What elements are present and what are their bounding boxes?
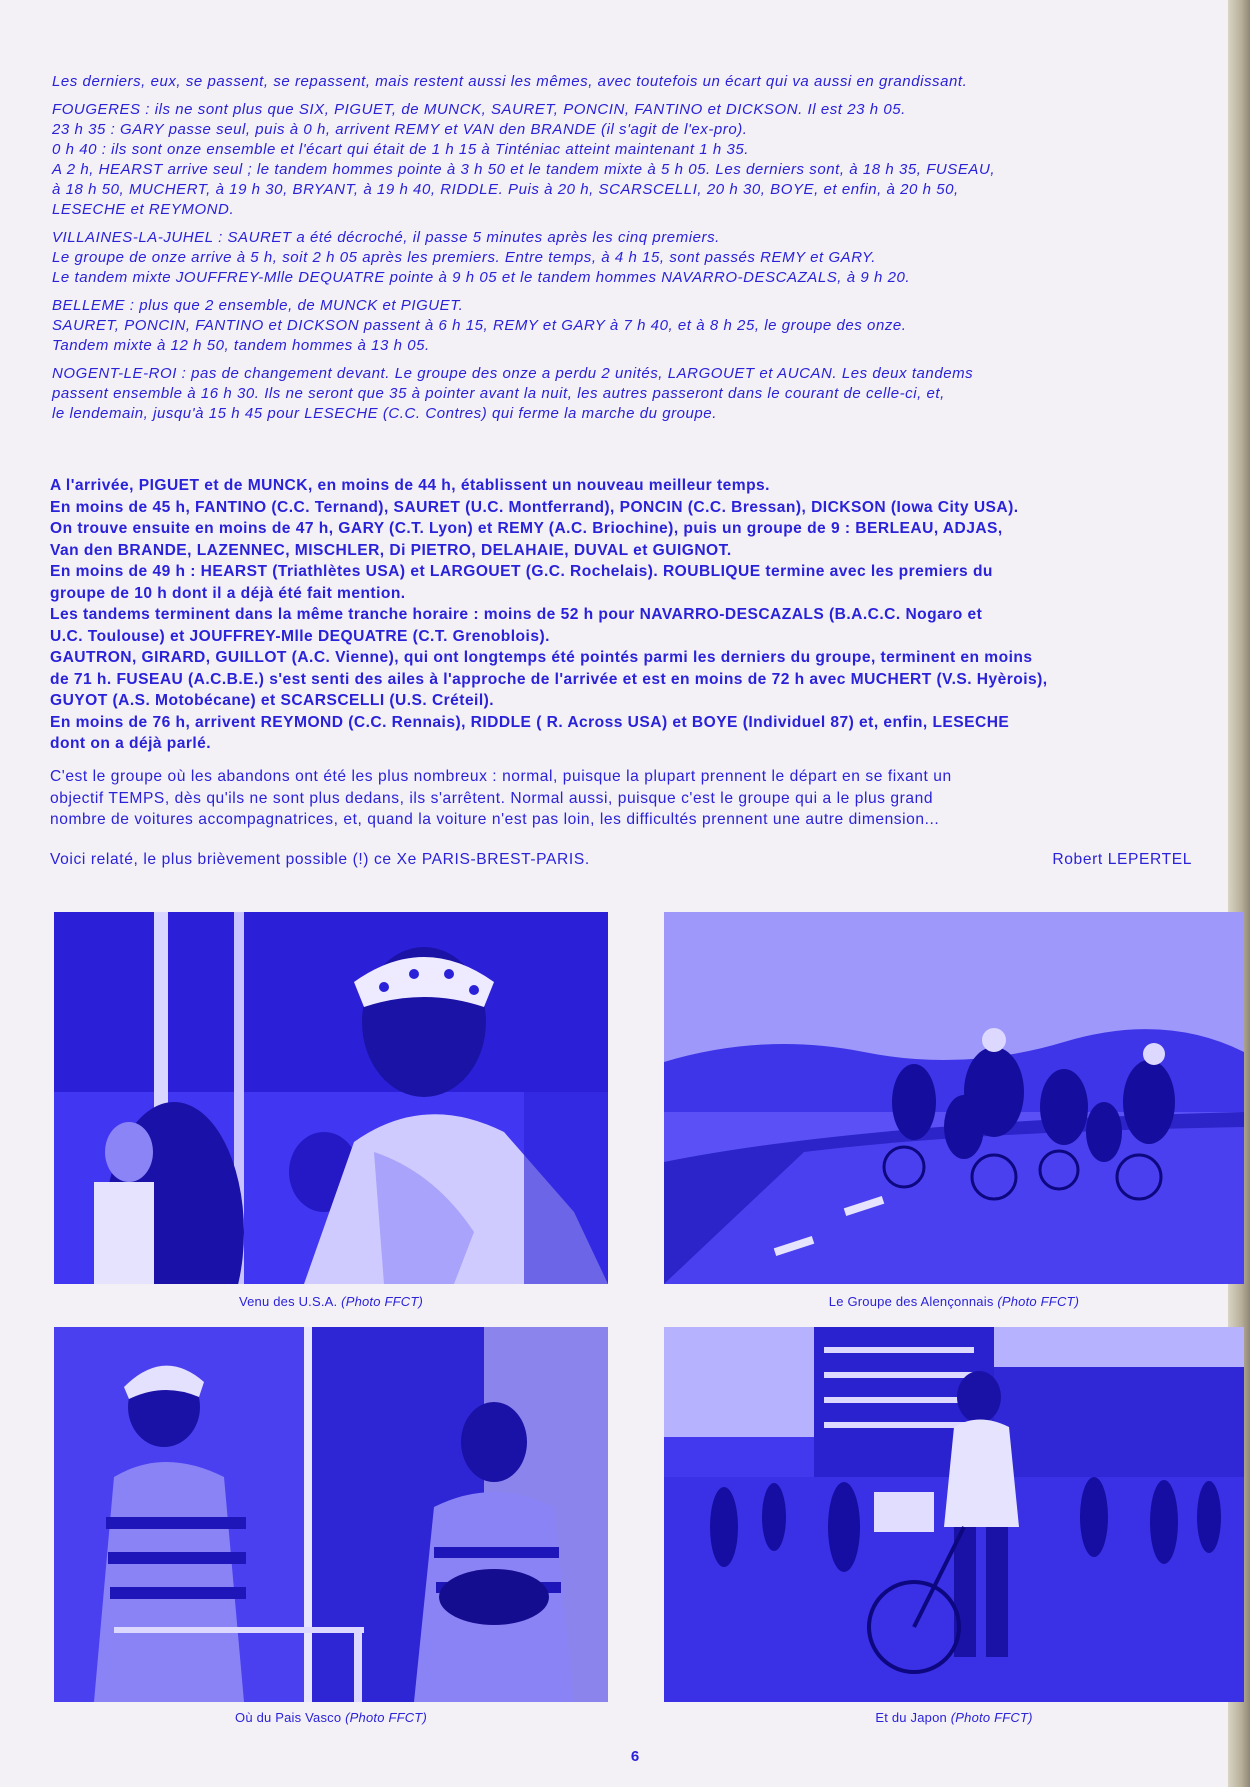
photo-credit: (Photo FFCT) (997, 1294, 1080, 1309)
caption-photo-3 (54, 1710, 608, 1725)
result-line: GAUTRON, GIRARD, GUILLOT (A.C. Vienne), qui ont longtemps été pointés parmi les derniers du groupe, terminent en moins (50, 649, 1033, 666)
result-line: En moins de 76 h, arrivent REYMOND (C.C. Rennais), RIDDLE ( R. Across USA) et BOYE (Individuel 87) et, enfin, LESECHE (50, 713, 1010, 731)
photo-groupe-alenconnais (664, 912, 1244, 1284)
photo-pais-vasco (54, 1327, 608, 1702)
text-line: 23 h 35 : GARY passe seul, puis à 0 h, arrivent REMY et VAN den BRANDE (il s'agit de l'ex-pro). (52, 121, 748, 138)
result-line: GUYOT (A.S. Motobécane) et SCARSCELLI (U.S. Créteil). (50, 692, 495, 709)
result-line: A l'arrivée, PIGUET et de MUNCK, en moins de 44 h, établissent un nouveau meilleur temps. (50, 477, 770, 494)
closing-text: Voici relaté, le plus brièvement possible (!) ce Xe PARIS-BREST-PARIS. (50, 851, 590, 868)
text-line: NOGENT-LE-ROI : pas de changement devant. Le groupe des onze a perdu 2 unités, LARGOUET et AUCAN. Les deux tandems (52, 365, 974, 382)
text-line: Tandem mixte à 12 h 50, tandem hommes à 13 h 05. (52, 337, 430, 354)
text-line: SAURET, PONCIN, FANTINO et DICKSON passent à 6 h 15, REMY et GARY à 7 h 40, et à 8 h 25, le groupe des onze. (52, 317, 907, 334)
result-line: groupe de 10 h dont il a déjà été fait mention. (50, 584, 406, 602)
text-line: Le tandem mixte JOUFFREY-Mlle DEQUATRE pointe à 9 h 05 et le tandem hommes NAVARRO-DESCAZALS, à 9 h 20. (52, 269, 911, 286)
result-line: U.C. Toulouse) et JOUFFREY-Mlle DEQUATRE (C.T. Grenoblois). (50, 627, 550, 645)
text-line: FOUGERES : ils ne sont plus que SIX, PIGUET, de MUNCK, SAURET, PONCIN, FANTINO et DICKSON. Il est 23 h 05. (52, 101, 906, 118)
text-line: Les derniers, eux, se passent, se repassent, mais restent aussi les mêmes, avec toutefois un écart qui va aussi en grandissant. (52, 73, 968, 90)
result-line: dont on a déjà parlé. (50, 735, 212, 752)
text-line: 0 h 40 : ils sont onze ensemble et l'écart qui était de 1 h 15 à Tinténiac atteint maintenant 1 h 35. (52, 141, 750, 158)
caption-text: Et du Japon (875, 1710, 947, 1725)
closing-line (50, 849, 1192, 870)
caption-photo-1 (54, 1294, 608, 1309)
caption-photo-4 (664, 1710, 1244, 1725)
text-line: à 18 h 50, MUCHERT, à 19 h 30, BRYANT, à 19 h 40, RIDDLE. Puis à 20 h, SCARSCELLI, 20 h 30, BOYE, et enfin, à 20 h 50, (52, 181, 959, 198)
caption-text: Venu des U.S.A. (238, 1294, 338, 1309)
result-line: Van den BRANDE, LAZENNEC, MISCHLER, Di PIETRO, DELAHAIE, DUVAL et GUIGNOT. (50, 541, 732, 559)
result-line: de 71 h. FUSEAU (A.C.B.E.) s'est senti des ailes à l'approche de l'arrivée et est en moins de 72 h avec MUCHERT (V.S. Hyèrois), (50, 670, 1048, 688)
caption-text: Où du Pais Vasco (235, 1710, 342, 1725)
paragraph-fougeres (52, 100, 1227, 220)
text-line: nombre de voitures accompagnatrices, et, quand la voiture n'est pas loin, les difficultés prennent une autre dimension... (50, 811, 940, 828)
caption-text: Le Groupe des Alençonnais (828, 1294, 994, 1309)
page-number: 6 (630, 1748, 640, 1765)
photo-credit: (Photo FFCT) (341, 1294, 424, 1309)
results-summary (50, 475, 1235, 755)
text-line: A 2 h, HEARST arrive seul ; le tandem hommes pointe à 3 h 50 et le tandem mixte à 5 h 05. Les derniers sont, à 18 h 35, FUSEAU, (52, 161, 996, 178)
photo-credit: (Photo FFCT) (950, 1710, 1033, 1725)
text-line: C'est le groupe où les abandons ont été les plus nombreux : normal, puisque la plupart prennent le départ en se fixant un (50, 768, 952, 785)
caption-photo-2 (664, 1294, 1244, 1309)
result-line: Les tandems terminent dans la même tranche horaire : moins de 52 h pour NAVARRO-DESCAZALS (B.A.C.C. Nogaro et (50, 606, 983, 623)
text-line: objectif TEMPS, dès qu'ils ne sont plus dedans, ils s'arrêtent. Normal aussi, puisque c'est le groupe qui a le plus grand (50, 789, 934, 807)
text-line: Le groupe de onze arrive à 5 h, soit 2 h 05 après les premiers. Entre temps, à 4 h 15, sont passés REMY et GARY. (52, 249, 876, 266)
text-line: le lendemain, jusqu'à 15 h 45 pour LESECHE (C.C. Contres) qui ferme la marche du groupe. (52, 405, 717, 422)
result-line: En moins de 49 h : HEARST (Triathlètes USA) et LARGOUET (G.C. Rochelais). ROUBLIQUE termine avec les premiers du (50, 563, 993, 580)
photo-venu-des-usa (54, 912, 608, 1284)
italic-narrative (52, 72, 1227, 432)
photo-et-du-japon (664, 1327, 1244, 1702)
paragraph-nogent (52, 364, 1227, 424)
commentary-paragraph (50, 766, 1235, 831)
paragraph-intro (52, 72, 1227, 92)
photo-credit: (Photo FFCT) (345, 1710, 427, 1725)
result-line: On trouve ensuite en moins de 47 h, GARY (C.T. Lyon) et REMY (A.C. Briochine), puis un groupe de 9 : BERLEAU, ADJAS, (50, 520, 1003, 537)
text-line: passent ensemble à 16 h 30. Ils ne seront que 35 à pointer avant la nuit, les autres passeront dans le courant de celle-ci, et, (52, 385, 945, 402)
author-signature: Robert LEPERTEL (1052, 851, 1192, 868)
text-line: VILLAINES-LA-JUHEL : SAURET a été décroché, il passe 5 minutes après les cinq premiers. (52, 229, 720, 246)
text-line: BELLEME : plus que 2 ensemble, de MUNCK et PIGUET. (52, 297, 464, 314)
result-line: En moins de 45 h, FANTINO (C.C. Ternand), SAURET (U.C. Montferrand), PONCIN (C.C. Bressan), DICKSON (Iowa City USA). (50, 498, 1019, 516)
text-line: LESECHE et REYMOND. (52, 201, 235, 218)
paragraph-villaines (52, 228, 1227, 288)
paragraph-belleme (52, 296, 1227, 356)
